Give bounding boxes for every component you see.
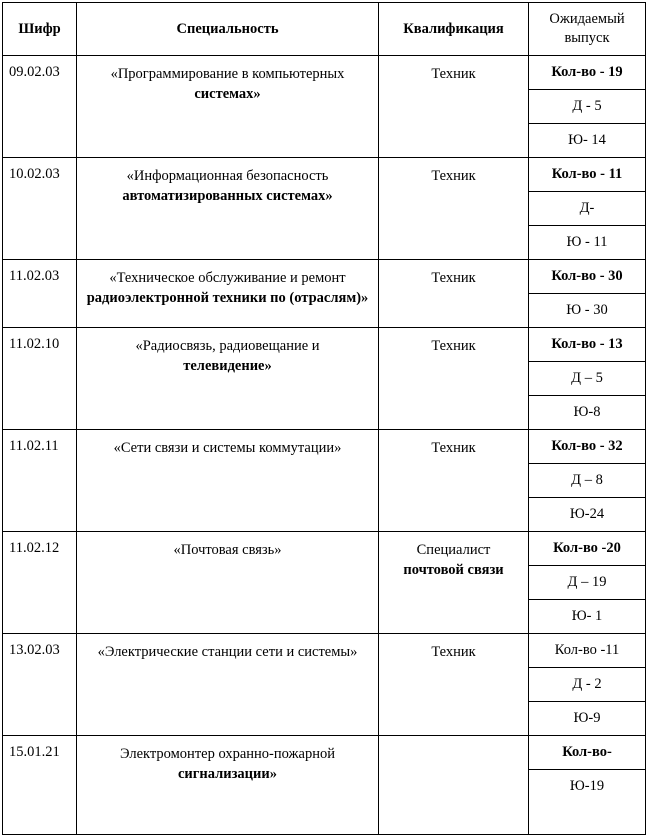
header-row <box>3 3 646 56</box>
code-cell: 15.01.21 <box>3 736 77 835</box>
specialty-line2: системах» <box>194 86 261 102</box>
qualification-cell: Техник <box>379 634 529 736</box>
code-cell: 09.02.03 <box>3 56 77 158</box>
output-boys: Ю- 14 <box>529 124 646 158</box>
specialty-line1: Электромонтер охранно-пожарной <box>119 746 336 762</box>
table-row <box>3 56 646 90</box>
output-boys: Ю-24 <box>529 498 646 532</box>
header-expected-output <box>529 3 646 56</box>
header-specialty: Специальность <box>77 3 379 56</box>
qualification-cell: Техник <box>379 158 529 260</box>
output-total: Кол-во - 19 <box>529 56 646 90</box>
table-row <box>3 736 646 770</box>
code-cell: 11.02.10 <box>3 328 77 430</box>
output-boys: Ю - 30 <box>529 294 646 328</box>
code-cell: 11.02.03 <box>3 260 77 328</box>
specialty-line2: сигнализации» <box>178 766 277 782</box>
specialty-cell <box>77 532 379 634</box>
qualification-cell <box>379 736 529 835</box>
code-cell: 13.02.03 <box>3 634 77 736</box>
table-row <box>3 260 646 294</box>
specialty-line2: телевидение» <box>183 358 272 374</box>
specialty-cell <box>77 736 379 835</box>
specialty-cell <box>77 328 379 430</box>
output-girls: Д – 8 <box>529 464 646 498</box>
table-row <box>3 328 646 362</box>
specialty-line1: «Программирование в компьютерных <box>110 66 345 82</box>
header-code: Шифр <box>3 3 77 56</box>
output-boys: Ю - 11 <box>529 226 646 260</box>
table-row <box>3 532 646 566</box>
qualification-cell: Техник <box>379 328 529 430</box>
output-boys: Ю- 1 <box>529 600 646 634</box>
output-girls: Д - 2 <box>529 668 646 702</box>
header-qualification: Квалификация <box>379 3 529 56</box>
qualification-cell <box>379 532 529 634</box>
specialty-line1: «Техническое обслуживание и ремонт <box>109 270 346 286</box>
output-girls: Д – 5 <box>529 362 646 396</box>
header-output-line1: Ожидаемый <box>549 11 625 27</box>
specialty-line1: «Сети связи и системы коммутации» <box>113 440 342 456</box>
graduates-table <box>2 2 646 835</box>
output-total: Кол-во - 13 <box>529 328 646 362</box>
code-cell: 11.02.11 <box>3 430 77 532</box>
qualification-cell: Техник <box>379 260 529 328</box>
specialty-cell <box>77 430 379 532</box>
specialty-cell <box>77 260 379 328</box>
code-cell: 11.02.12 <box>3 532 77 634</box>
output-girls: Д- <box>529 192 646 226</box>
output-total: Кол-во -11 <box>529 634 646 668</box>
specialty-cell <box>77 634 379 736</box>
table-row <box>3 430 646 464</box>
output-girls: Д - 5 <box>529 90 646 124</box>
specialty-line1: «Радиосвязь, радиовещание и <box>135 338 320 354</box>
output-total: Кол-во- <box>529 736 646 770</box>
header-output-line2: выпуск <box>564 30 610 46</box>
qualification-line2: почтовой связи <box>403 562 504 578</box>
specialty-line1: «Электрические станции сети и системы» <box>97 644 358 660</box>
output-total: Кол-во -20 <box>529 532 646 566</box>
output-boys: Ю-19 <box>529 770 646 835</box>
specialty-line2: радиоэлектронной техники по (отраслям)» <box>86 290 369 306</box>
specialty-line1: «Почтовая связь» <box>173 542 282 558</box>
output-total: Кол-во - 11 <box>529 158 646 192</box>
table-row <box>3 158 646 192</box>
output-total: Кол-во - 32 <box>529 430 646 464</box>
output-total: Кол-во - 30 <box>529 260 646 294</box>
code-cell: 10.02.03 <box>3 158 77 260</box>
qualification-cell: Техник <box>379 56 529 158</box>
specialty-cell <box>77 56 379 158</box>
output-boys: Ю-8 <box>529 396 646 430</box>
specialty-line1: «Информационная безопасность <box>126 168 329 184</box>
output-boys: Ю-9 <box>529 702 646 736</box>
specialty-cell <box>77 158 379 260</box>
qualification-line1: Специалист <box>416 542 491 558</box>
table-row <box>3 634 646 668</box>
qualification-cell: Техник <box>379 430 529 532</box>
specialty-line2: автоматизированных системах» <box>122 188 333 204</box>
output-girls: Д – 19 <box>529 566 646 600</box>
